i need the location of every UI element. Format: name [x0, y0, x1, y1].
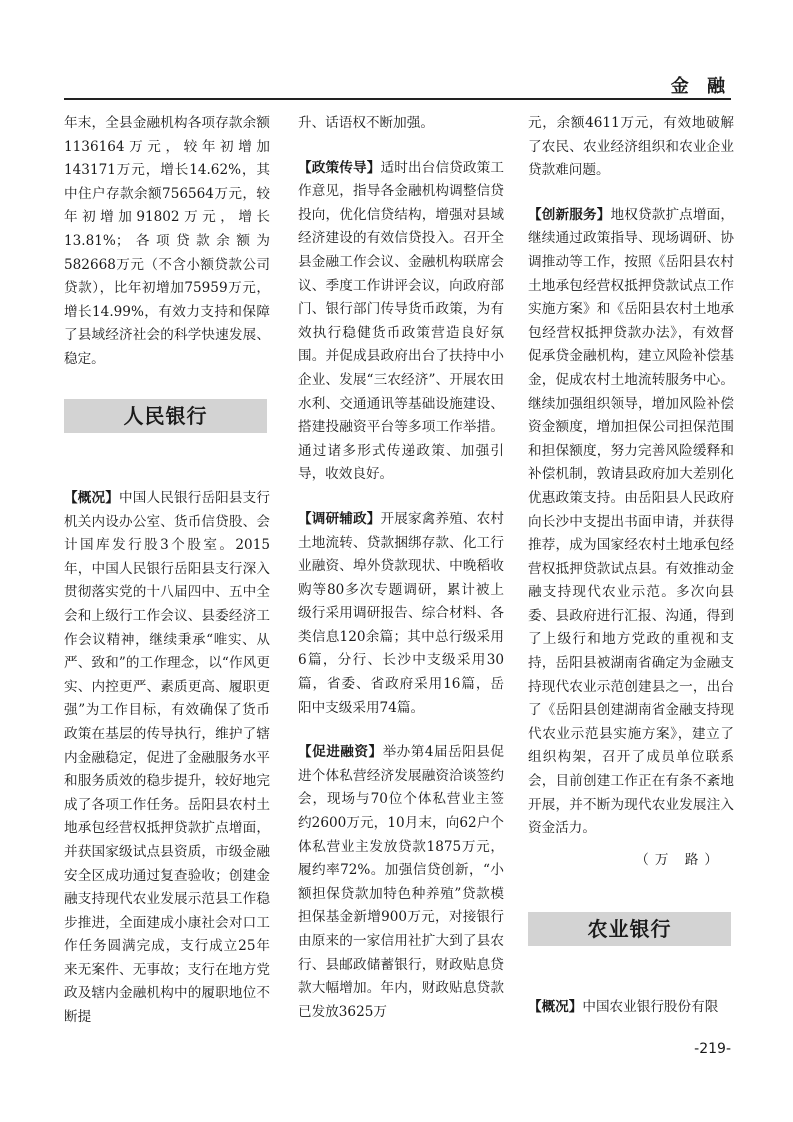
- paragraph-tag: 【创新服务】: [528, 206, 611, 223]
- page-number: -219-: [694, 1041, 731, 1057]
- running-header-title: 金 融: [670, 76, 731, 97]
- paragraph-tag: 【概况】: [64, 490, 119, 506]
- paragraph-text: 举办第4届岳阳县促进个体私营经济发展融资洽谈签约会，现场与70位个体私营业主签约2600万元，10月末，向62户个体私营业主发放贷款1875万元，履约率72%。加强信贷创新，“小额担保贷款加特色种养殖”贷款模担保基金新增900万元，对接银行由原来的一家信用社扩大到了县农行、县邮政储蓄银行，财政贴息贷款大幅增加。年内，财政贴息贷款已发放3625万: [298, 744, 504, 1020]
- column-3: [528, 112, 734, 872]
- paragraph: 元，余额4611万元，有效地破解了农民、农业经济组织和农业企业贷款难问题。: [528, 115, 734, 179]
- paragraph-tag: 【促进融资】: [298, 744, 383, 761]
- paragraph-text: 中国人民银行岳阳县支行机关内设办公室、货币信贷股、会计国库发行股3个股室。2015年，中国人民银行岳阳县支行深入贯彻落实党的十八届四中、五中全会和上级行工作会议、县委经济工作会议精神，继续秉承“唯实、从严、致和”的工作理念，以“作风更实、内控更严、素质更高、履职更强”为工作目标，有效确保了货币政策在基层的传导执行，维护了辖内金融稳定，促进了金融服务水平和服务质效的稳步提升，较好地完成了各项工作任务。岳阳县农村土地承包经营权抵押贷款扩点增面，并获国家级试点县资质，市级金融安全区成功通过复查验收；创建金融支持现代农业发展示范县工作稳步推进，全面建成小康社会对口工作任务圆满完成，支行成立25年来无案件、无事故；支行在地方党政及辖内金融机构中的履职地位不断提: [64, 490, 271, 1026]
- paragraph-tag: 【调研辅政】: [298, 510, 381, 527]
- paragraph-text: 中国农业银行股份有限: [582, 999, 719, 1015]
- column-2: [298, 112, 504, 1024]
- paragraph-innovation: [528, 204, 734, 841]
- paragraph-text: 地权贷款扩点增面，继续通过政策指导、现场调研、协调推动等工作，按照《岳阳县农村土地承包经营权抵押贷款试点工作实施方案》和《岳阳县农村土地承包经营权抵押贷款办法》，有效督促承贷金融机构，建立风险补偿基金，促成农村土地流转服务中心。继续加强组织领导，增加风险补偿资金额度，增加担保公司担保范围和担保额度，努力完善风险缓释和补偿机制，敦请县政府加大差别化优惠政策支持。由岳阳县人民政府向长沙中支提出书面申请，并获得推荐，成为国家经农村土地承包经营权抵押贷款试点县。有效推动金融支持现代农业示范。多次向县委、县政府进行汇报、沟通，得到了上级行和地方党政的重视和支持，岳阳县被湖南省确定为金融支持现代农业示范创建县之一，出台了《岳阳县创建湖南省金融支持现代农业示范县实施方案》，建立了组织构架，召开了成员单位联系会，目前创建工作正在有条不紊地开展，并不断为现代农业发展注入资金活力。: [528, 206, 735, 837]
- paragraph-overview-pboc: [64, 487, 270, 1030]
- paragraph-financing: [298, 741, 504, 1024]
- paragraph-overview-abc: [528, 996, 734, 1020]
- author-signature: （万 路）: [635, 851, 724, 868]
- section-title-pboc: 人民银行: [64, 399, 267, 433]
- section-title-abc: 农业银行: [528, 912, 731, 946]
- header-divider: [64, 98, 731, 100]
- paragraph-text: 适时出台信贷政策工作意见，指导各金融机构调整信贷投向，优化信贷结构，增强对县域经济建设的有效信贷投入。召开全县金融工作会议、金融机构联席会议、季度工作讲评会议，向政府部门、银行部门传导货币政策，为有效执行稳健货币政策营造良好氛围。并促成县政府出台了扶持中小企业、发展“三农经济”、开展农田水利、交通通讯等基础设施建设、搭建投融资平台等多项工作举措。通过诸多形式传递政策、加强引导，收效良好。: [298, 159, 505, 483]
- paragraph-tag: 【政策传导】: [298, 159, 381, 176]
- column-1: [64, 112, 270, 372]
- paragraph-policy: [298, 157, 504, 487]
- paragraph-research: [298, 508, 504, 720]
- paragraph: 升、话语权不断加强。: [298, 115, 434, 131]
- paragraph: 年末，全县金融机构各项存款余额1136164万元，较年初增加143171万元，增长14.62%，其中住户存款余额756564万元，较年初增加91802万元，增长13.81%；各项贷款余额为582668万元（不含小额贷款公司贷款），比年初增加75959万元，增长14.99%，有效力支持和保障了县域经济社会的科学快速发展、稳定。: [64, 115, 270, 367]
- paragraph-text: 开展家禽养殖、农村土地流转、贷款捆绑存款、化工行业融资、埠外贷款现状、中晚稻收购等80多次专题调研，累计被上级行采用调研报告、综合材料、各类信息120余篇；其中总行级采用6篇，分行、长沙中支级采用30篇，省委、省政府采用16篇，岳阳中支级采用74篇。: [298, 510, 505, 716]
- paragraph-tag: 【概况】: [528, 999, 583, 1015]
